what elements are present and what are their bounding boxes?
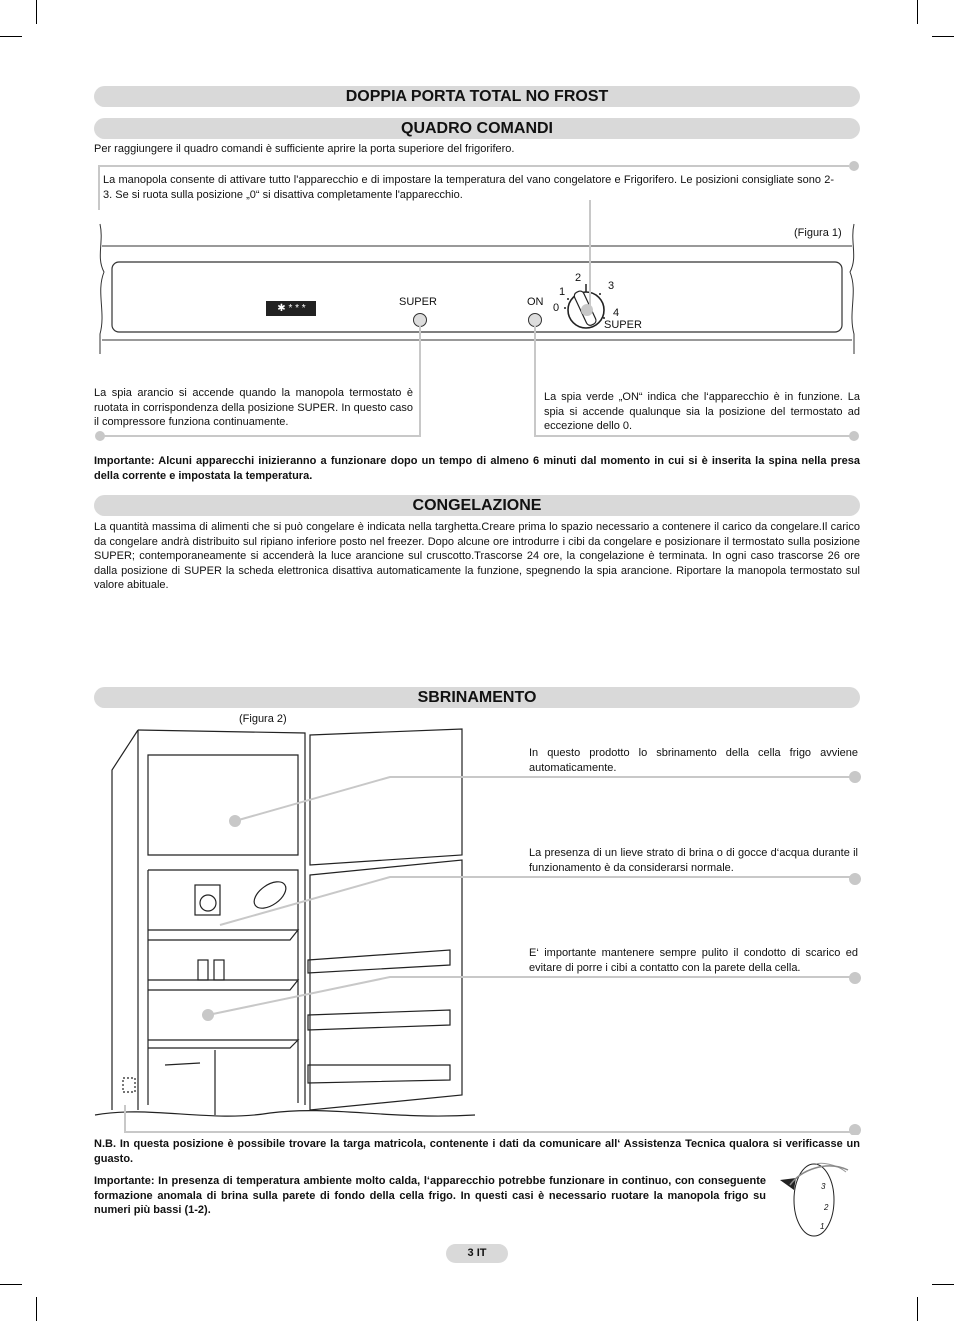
green-light-note: La spia verde „ON“ indica che l‘apparecchio è in funzione. La spia si accende qualunque sia la posizione del termostato ad eccezione dello 0. — [544, 391, 860, 432]
controls-intro: Per raggiungere il quadro comandi è sufficiente aprire la porta superiore del frigorifero. — [94, 143, 515, 155]
crop-mark — [917, 1297, 918, 1321]
section-title-defrost: SBRINAMENTO — [94, 687, 860, 708]
defrost-note-2: La presenza di un lieve strato di brina o di gocce d‘acqua durante il funzionamento è da considerarsi normale. — [529, 847, 858, 874]
crop-mark — [932, 36, 954, 37]
page-number: 3 IT — [446, 1244, 508, 1263]
super-label: SUPER — [399, 296, 437, 308]
knob-pos-3: 3 — [608, 280, 615, 292]
figure-2-label: (Figura 2) — [239, 713, 287, 725]
knob-note: La manopola consente di attivare tutto l'apparecchio e di impostare la temperatura del vano congelatore e Frigorifero. Le posizioni consigliate sono 2-3. Se si ruota sulla posizione „0“ si disattiva completamente l'apparecchio. — [103, 174, 834, 201]
crop-mark — [36, 0, 37, 24]
nameplate-note: N.B. In questa posizione è possibile trovare la targa matricola, contenente i dati da comunicare all‘ Assistenza Tecnica qualora si verificasse un guasto. — [94, 1138, 860, 1165]
section-title-freezing: CONGELAZIONE — [94, 495, 860, 516]
crop-mark — [932, 1284, 954, 1285]
crop-mark — [0, 1284, 22, 1285]
knob-pos-4: 4 — [613, 307, 620, 319]
on-label: ON — [527, 296, 544, 308]
defrost-important: Importante: In presenza di temperatura ambiente molto calda, l‘apparecchio potrebbe funzionare in continuo, con conseguente formazione anomala di brina sulla parete di fondo della cella frigo. In questi casi è necessario ruotare la manopola frigo su numeri più bassi (1-2). — [94, 1175, 766, 1216]
fridge-figure — [90, 725, 870, 1135]
main-title: DOPPIA PORTA TOTAL NO FROST — [94, 86, 860, 107]
crop-mark — [0, 36, 22, 37]
dial-number-1: 1 — [820, 1222, 825, 1231]
freezer-symbol: ✱ * * * — [277, 303, 306, 314]
section-title-controls: QUADRO COMANDI — [94, 118, 860, 139]
dial-number-3: 3 — [821, 1182, 826, 1191]
knob-pos-2: 2 — [575, 272, 582, 284]
defrost-note-3: E‘ importante mantenere sempre pulito il condotto di scarico ed evitare di porre i cibi a contatto con la parete della cella. — [529, 947, 858, 974]
freezing-body: La quantità massima di alimenti che si può congelare è indicata nella targhetta.Creare prima lo spazio necessario a contenere il carico da congelare.Il carico da congelare andrà distribuito sul ripiano inferiore posto nel freezer. Dopo alcune ore introdurre i cibi da congelare e posizionare il termostato sulla posizione SUPER; contemporaneamente si accenderà la luce arancione sul cruscotto.Trascorse 24 ore, la congelazione è terminata. In ogni caso trascorse 26 ore dalla posizione di SUPER la scheda elettronica disattiva automaticamente la funzione, spegnendo la spia arancione. Riportare la manopola termostato sul valore abituale. — [94, 521, 860, 591]
crop-mark — [36, 1297, 37, 1321]
knob-pos-1: 1 — [559, 286, 566, 298]
dial-number-2: 2 — [824, 1203, 829, 1212]
knob-pos-super: SUPER — [604, 319, 642, 331]
defrost-note-1: In questo prodotto lo sbrinamento della cella frigo avviene automaticamente. — [529, 747, 858, 774]
knob-pos-0: 0 — [553, 302, 560, 314]
orange-light-note: La spia arancio si accende quando la manopola termostato è ruotata in corrispondenza della posizione SUPER. In questo caso il compressore funziona continuamente. — [94, 387, 413, 428]
controls-important: Importante: Alcuni apparecchi inizieranno a funzionare dopo un tempo di almeno 6 minuti dal momento in cui si è inserita la spina nella presa della corrente e impostata la temperatura. — [94, 455, 860, 482]
figure-1-label: (Figura 1) — [794, 227, 842, 239]
crop-mark — [917, 0, 918, 24]
thermostat-dial-icon — [776, 1160, 860, 1240]
